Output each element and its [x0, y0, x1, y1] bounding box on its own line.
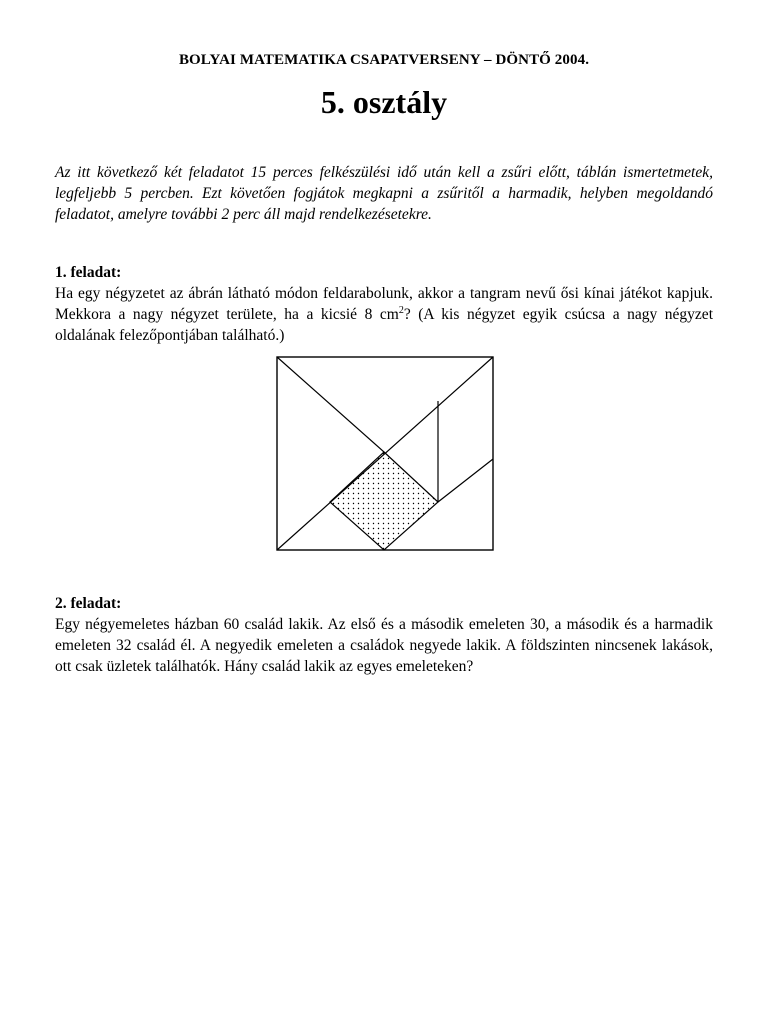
left-diagonal — [277, 357, 384, 452]
competition-header: BOLYAI MATEMATIKA CSAPATVERSENY – DÖNTŐ 2004. — [178, 52, 590, 68]
problem-2-title: 2. feladat: — [55, 595, 122, 612]
tangram-figure — [276, 356, 494, 552]
problem-1-text-main: Ha egy négyzetet az ábrán látható módon feldarabolunk, akkor a tangram nevű ősi kínai játékot kapjuk. Mekkora a nagy négyzet területe, ha a kicsié 8 cm — [55, 285, 713, 323]
problem-1-title: 1. feladat: — [55, 264, 122, 281]
problem-1-text-end: ? (A kis négyzet egyik csúcsa a nagy négyzet oldalának felezőpontjában található.) — [55, 306, 713, 344]
intro-paragraph: Az itt következő két feladatot 15 perces felkészülési idő után kell a zsűri előtt, táblán ismertetmetek, legfeljebb 5 percben. Ezt követően fogjátok megkapni a zsűritől a harmadik, helyben megoldandó feladatot, amelyre további 2 perc áll majd rendelkezésetekre. — [55, 164, 713, 223]
problem-2 — [55, 593, 713, 677]
small-square — [330, 452, 438, 550]
problem-1 — [55, 262, 713, 346]
problem-2-text: Egy négyemeletes házban 60 család lakik. Az első és a második emeleten 30, a második és a harmadik emeleten 32 család él. A negyedik emeleten a családok negyede lakik. A földszinten nincsenek lakások, ott csak üzletek találhatók. Hány család lakik az egyes emeleteken? — [55, 616, 713, 675]
problem-1-superscript: 2 — [398, 304, 404, 316]
grade-title: 5. osztály — [320, 84, 448, 120]
problem-1-text — [55, 283, 713, 346]
right-lower-line — [438, 459, 493, 502]
